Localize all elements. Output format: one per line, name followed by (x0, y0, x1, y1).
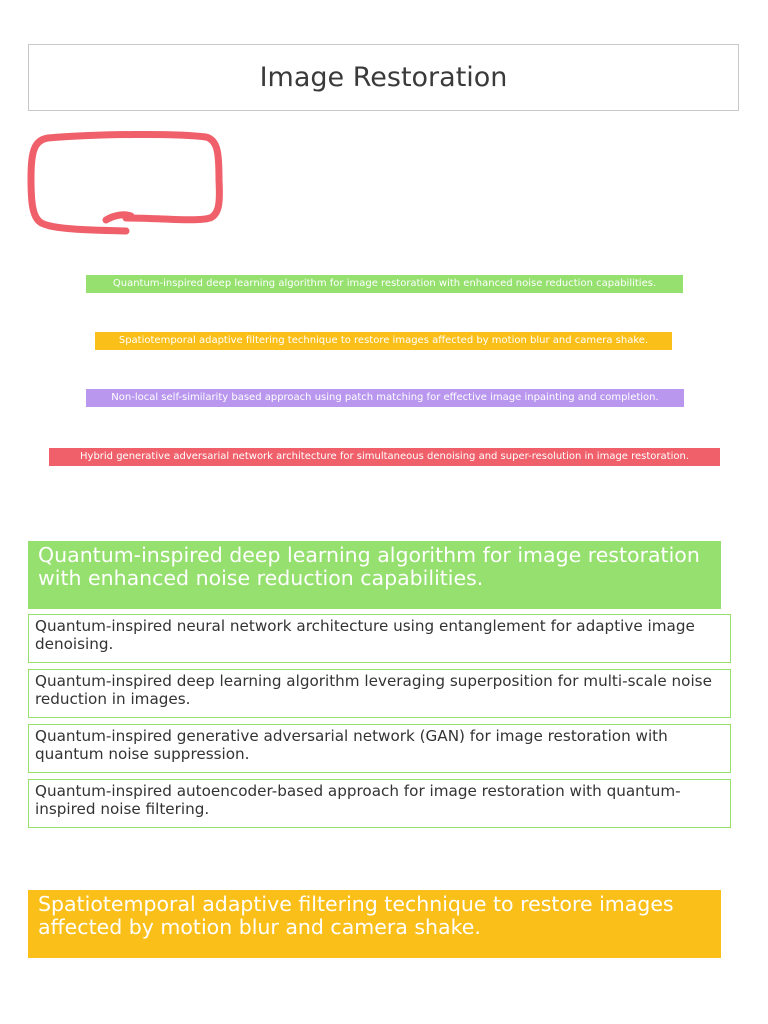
section-header-text: Spatiotemporal adaptive filtering technique to restore images affected by motion blur and camera shake. (38, 892, 674, 939)
speech-bubble-icon (26, 130, 226, 240)
tag-non-local (86, 389, 684, 407)
list-item-text: Quantum-inspired neural network architecture using entanglement for adaptive image denoising. (35, 617, 695, 653)
list-item (28, 724, 731, 773)
tag-label: Spatiotemporal adaptive filtering technique to restore images affected by motion blur and camera shake. (118, 335, 649, 346)
list-item-text: Quantum-inspired autoencoder-based approach for image restoration with quantum-inspired noise filtering. (35, 782, 681, 818)
tag-quantum-inspired (86, 275, 683, 293)
page-title: Image Restoration (259, 62, 508, 93)
list-item (28, 779, 731, 828)
list-item (28, 614, 731, 663)
list-item-text: Quantum-inspired generative adversarial network (GAN) for image restoration with quantum noise suppression. (35, 727, 668, 763)
section-header-spatiotemporal (28, 890, 721, 958)
list-item (28, 669, 731, 718)
tag-hybrid-gan (49, 448, 720, 466)
tag-label: Non-local self-similarity based approach using patch matching for effective image inpainting and completion. (111, 392, 659, 403)
section-header-quantum (28, 541, 721, 609)
tag-label: Quantum-inspired deep learning algorithm for image restoration with enhanced noise reduction capabilities. (112, 278, 657, 289)
tag-spatiotemporal (95, 332, 672, 350)
list-item-text: Quantum-inspired deep learning algorithm leveraging superposition for multi-scale noise reduction in images. (35, 672, 712, 708)
tag-label: Hybrid generative adversarial network architecture for simultaneous denoising and super-resolution in image restoration. (80, 451, 689, 462)
title-box (28, 44, 739, 111)
section-header-text: Quantum-inspired deep learning algorithm for image restoration with enhanced noise reduction capabilities. (38, 543, 700, 590)
